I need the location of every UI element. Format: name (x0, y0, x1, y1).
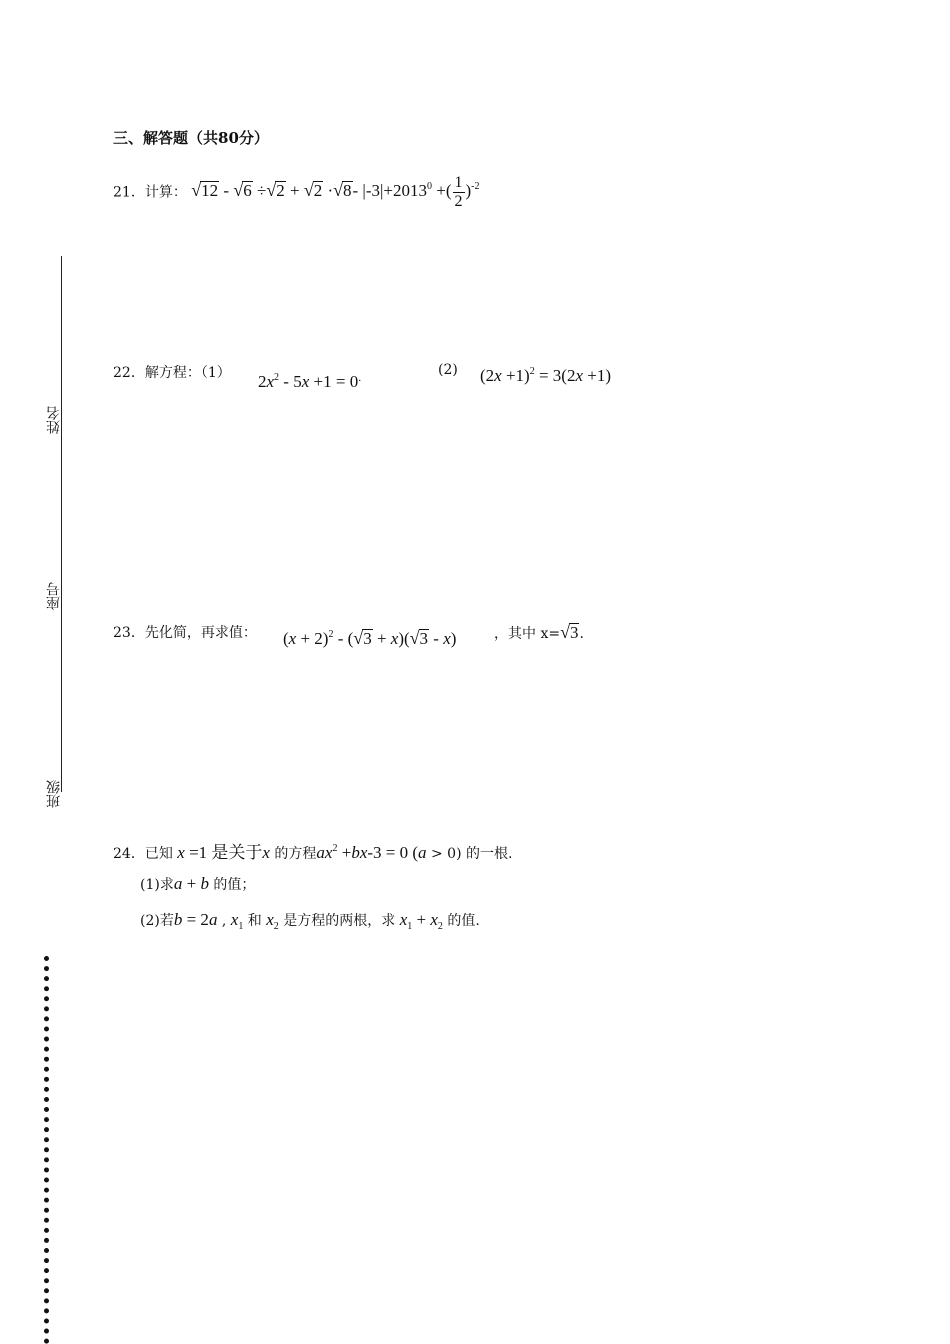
q23-label: 23．先化简，再求值： (113, 625, 257, 641)
seat-label: 座号 (46, 582, 62, 610)
question-23 (113, 622, 257, 642)
q24-part-2: (2)若b = 2a , $x_1$ 和 $x_2$ 是方程的两根，求 $x_1 + x_2$ 的值. (140, 910, 480, 932)
q22-equation-1: $2x^2 - 5x +1 = 0^.$ (258, 370, 362, 391)
q23-condition: ，其中 x=√3. (494, 622, 584, 642)
binding-dotted-line (44, 956, 49, 1344)
name-label: 姓名 (46, 406, 62, 434)
q24-part-1: (1)求a + b 的值； (140, 874, 256, 893)
section-title: 三、解答题（共80分） (113, 129, 269, 147)
question-22 (113, 362, 231, 382)
q21-label: 21．计算： (113, 184, 187, 201)
q21-expression: √12 - √6 ÷√2 + √2 ·√8- $|-3|+2013^0$ +( $\frac{1}{2}$ )$^{-2}$ (191, 174, 480, 210)
question-24: 24．已知 x =1 是关于x 的方程$ax^2 +bx-3 = 0$ (a > 0) 的一根. (113, 843, 513, 862)
q22-equation-2: $(2x +1)^2 = 3(2x +1)$ (480, 366, 612, 385)
q22-label-2: (2) (438, 362, 458, 378)
q24-label: 24．已知 (113, 846, 173, 862)
class-label: 班级 (46, 780, 62, 808)
question-21 (113, 175, 480, 210)
class-line (61, 622, 62, 792)
q22-label: 22．解方程：（1） (113, 365, 231, 381)
q23-expression: $(x + 2)^2 - (√3 + x)(√3 - x)$ (283, 628, 457, 648)
